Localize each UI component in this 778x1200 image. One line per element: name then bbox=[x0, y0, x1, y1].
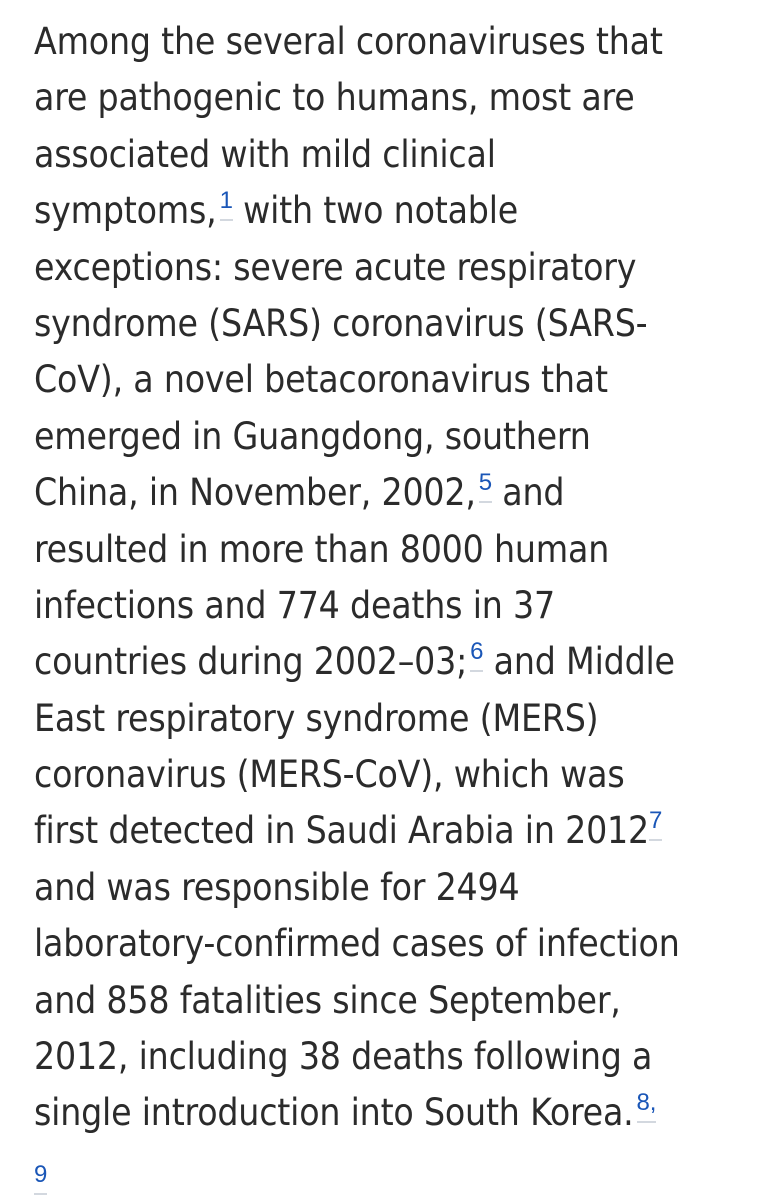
text-line bbox=[34, 803, 754, 859]
text-line: associated with mild clinical bbox=[34, 132, 496, 176]
article-paragraph bbox=[34, 14, 754, 1198]
text-segment: and bbox=[491, 471, 565, 515]
reference-separator: , bbox=[650, 1091, 656, 1123]
text-line: laboratory-confirmed cases of infection bbox=[34, 922, 680, 966]
text-line: coronavirus (MERS-CoV), which was bbox=[34, 753, 625, 797]
text-line: are pathogenic to humans, most are bbox=[34, 76, 635, 120]
text-line: 2012, including 38 deaths following a bbox=[34, 1035, 653, 1079]
reference-link-1[interactable]: 1 bbox=[220, 189, 233, 221]
text-line: infections and 774 deaths in 37 bbox=[34, 583, 555, 627]
text-segment: with two notable bbox=[232, 189, 519, 233]
reference-link-8[interactable]: 8 bbox=[637, 1091, 650, 1123]
text-line: and 858 fatalities since September, bbox=[34, 978, 621, 1022]
text-line: exceptions: severe acute respiratory bbox=[34, 245, 637, 289]
text-segment: single introduction into South Korea. bbox=[34, 1091, 634, 1135]
text-segment: countries during 2002–03; bbox=[34, 640, 468, 684]
text-line bbox=[34, 1085, 754, 1141]
text-line: resulted in more than 8000 human bbox=[34, 527, 610, 571]
reference-link-6[interactable]: 6 bbox=[470, 640, 483, 672]
text-line: emerged in Guangdong, southern bbox=[34, 414, 591, 458]
text-line bbox=[34, 634, 754, 690]
text-segment: symptoms, bbox=[34, 189, 217, 233]
reference-link-5[interactable]: 5 bbox=[479, 471, 492, 503]
text-line bbox=[34, 465, 754, 521]
text-line: CoV), a novel betacoronavirus that bbox=[34, 358, 608, 402]
text-line bbox=[34, 1142, 754, 1198]
text-line: and was responsible for 2494 bbox=[34, 865, 520, 909]
text-line bbox=[34, 183, 754, 239]
text-line: East respiratory syndrome (MERS) bbox=[34, 696, 599, 740]
text-line: syndrome (SARS) coronavirus (SARS- bbox=[34, 301, 648, 345]
reference-link-7[interactable]: 7 bbox=[649, 809, 662, 841]
reference-link-9[interactable]: 9 bbox=[34, 1163, 47, 1195]
text-segment: and Middle bbox=[483, 640, 675, 684]
text-line: Among the several coronaviruses that bbox=[34, 20, 663, 63]
text-segment: China, in November, 2002, bbox=[34, 471, 476, 515]
text-segment: first detected in Saudi Arabia in 2012 bbox=[34, 809, 650, 853]
